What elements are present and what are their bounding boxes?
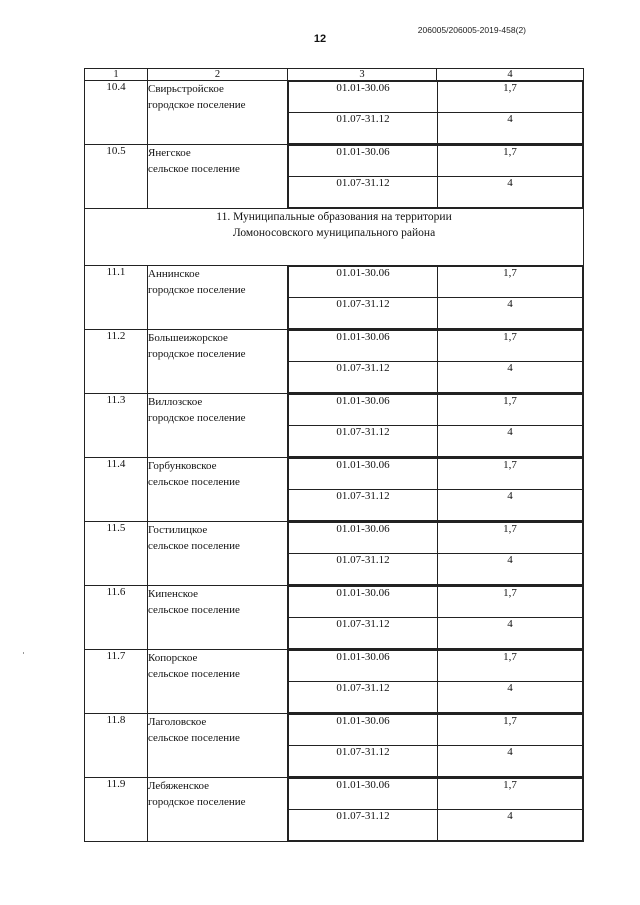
period-row-second-half <box>289 362 583 393</box>
period-second-half: 01.07-31.12 <box>289 113 438 144</box>
period-subtable <box>288 714 583 777</box>
value-second-half: 4 <box>438 298 583 329</box>
period-subtable <box>288 266 583 329</box>
municipality-name-line1: Лебяженское <box>148 780 210 792</box>
municipality-name-line1: Большеижорское <box>148 332 228 344</box>
period-row-second-half <box>289 490 583 521</box>
period-cell <box>288 394 584 458</box>
period-second-half: 01.07-31.12 <box>289 426 438 457</box>
row-number: 11.6 <box>85 586 148 650</box>
row-number: 11.4 <box>85 458 148 522</box>
municipality-name <box>148 394 288 458</box>
value-second-half: 4 <box>438 746 583 777</box>
period-first-half: 01.01-30.06 <box>289 715 438 746</box>
municipality-name <box>148 650 288 714</box>
period-row-first-half <box>289 395 583 426</box>
period-second-half: 01.07-31.12 <box>289 177 438 208</box>
value-second-half: 4 <box>438 554 583 585</box>
period-row-first-half <box>289 146 583 177</box>
row-number: 11.7 <box>85 650 148 714</box>
municipality-name-line2: городское поселение <box>148 99 246 111</box>
value-first-half: 1,7 <box>438 779 583 810</box>
period-row-first-half <box>289 267 583 298</box>
period-cell <box>288 650 584 714</box>
municipality-name-line1: Лаголовское <box>148 716 207 728</box>
value-first-half: 1,7 <box>438 523 583 554</box>
tariff-table <box>84 68 584 842</box>
row-number: 11.1 <box>85 266 148 330</box>
period-first-half: 01.01-30.06 <box>289 82 438 113</box>
table-row <box>85 266 584 330</box>
period-row-first-half <box>289 523 583 554</box>
period-second-half: 01.07-31.12 <box>289 746 438 777</box>
municipality-name <box>148 586 288 650</box>
municipality-name-line2: сельское поселение <box>148 604 240 616</box>
municipality-name-line2: городское поселение <box>148 412 246 424</box>
value-first-half: 1,7 <box>438 267 583 298</box>
value-second-half: 4 <box>438 490 583 521</box>
period-row-second-half <box>289 682 583 713</box>
value-first-half: 1,7 <box>438 651 583 682</box>
table-header-row <box>85 69 584 81</box>
value-first-half: 1,7 <box>438 82 583 113</box>
period-subtable <box>288 330 583 393</box>
period-cell <box>288 145 584 209</box>
section-heading <box>85 209 584 266</box>
document-id: 206005/206005-2019-458(2) <box>417 25 526 35</box>
period-row-first-half <box>289 651 583 682</box>
municipality-name <box>148 81 288 145</box>
municipality-name-line2: сельское поселение <box>148 476 240 488</box>
table-row <box>85 394 584 458</box>
table-row <box>85 778 584 842</box>
period-second-half: 01.07-31.12 <box>289 810 438 841</box>
row-number: 10.5 <box>85 145 148 209</box>
section-heading-line2: Ломоносовского муниципального района <box>232 227 436 239</box>
municipality-name-line1: Горбунковское <box>148 460 217 472</box>
period-subtable <box>288 145 583 208</box>
municipality-name-line1: Копорское <box>148 652 198 664</box>
period-cell <box>288 458 584 522</box>
table-row <box>85 81 584 145</box>
period-row-first-half <box>289 715 583 746</box>
period-subtable <box>288 586 583 649</box>
municipality-name <box>148 330 288 394</box>
period-row-second-half <box>289 113 583 144</box>
period-first-half: 01.01-30.06 <box>289 651 438 682</box>
value-first-half: 1,7 <box>438 715 583 746</box>
municipality-name <box>148 458 288 522</box>
period-first-half: 01.01-30.06 <box>289 459 438 490</box>
municipality-name-line2: городское поселение <box>148 284 246 296</box>
period-row-second-half <box>289 426 583 457</box>
header-col-2: 2 <box>148 69 288 81</box>
value-second-half: 4 <box>438 810 583 841</box>
municipality-name-line2: городское поселение <box>148 796 246 808</box>
period-second-half: 01.07-31.12 <box>289 298 438 329</box>
table-row <box>85 145 584 209</box>
period-cell <box>288 330 584 394</box>
municipality-name-line1: Янегское <box>148 147 191 159</box>
period-cell <box>288 778 584 842</box>
municipality-name-line1: Свирьстройское <box>148 83 224 95</box>
header-col-3: 3 <box>288 69 437 81</box>
period-row-first-half <box>289 779 583 810</box>
period-cell <box>288 586 584 650</box>
value-second-half: 4 <box>438 113 583 144</box>
period-row-first-half <box>289 587 583 618</box>
period-subtable <box>288 650 583 713</box>
row-number: 10.4 <box>85 81 148 145</box>
period-row-first-half <box>289 82 583 113</box>
municipality-name <box>148 522 288 586</box>
period-subtable <box>288 81 583 144</box>
municipality-name <box>148 714 288 778</box>
section-row <box>85 209 584 266</box>
period-subtable <box>288 458 583 521</box>
period-second-half: 01.07-31.12 <box>289 682 438 713</box>
period-row-second-half <box>289 746 583 777</box>
period-row-second-half <box>289 554 583 585</box>
page-number: 12 <box>313 33 327 45</box>
value-first-half: 1,7 <box>438 395 583 426</box>
table-row <box>85 458 584 522</box>
row-number: 11.9 <box>85 778 148 842</box>
period-first-half: 01.01-30.06 <box>289 523 438 554</box>
period-row-second-half <box>289 618 583 649</box>
period-first-half: 01.01-30.06 <box>289 395 438 426</box>
period-row-second-half <box>289 810 583 841</box>
municipality-name <box>148 266 288 330</box>
period-subtable <box>288 778 583 841</box>
value-second-half: 4 <box>438 682 583 713</box>
value-first-half: 1,7 <box>438 146 583 177</box>
header-col-1: 1 <box>85 69 148 81</box>
table-row <box>85 650 584 714</box>
table-row <box>85 330 584 394</box>
municipality-name-line1: Гостилицкое <box>148 524 208 536</box>
margin-mark <box>23 652 24 654</box>
table-row <box>85 522 584 586</box>
period-first-half: 01.01-30.06 <box>289 587 438 618</box>
value-second-half: 4 <box>438 426 583 457</box>
value-second-half: 4 <box>438 177 583 208</box>
municipality-name-line2: сельское поселение <box>148 668 240 680</box>
period-row-second-half <box>289 177 583 208</box>
row-number: 11.8 <box>85 714 148 778</box>
period-second-half: 01.07-31.12 <box>289 554 438 585</box>
period-second-half: 01.07-31.12 <box>289 362 438 393</box>
value-first-half: 1,7 <box>438 459 583 490</box>
section-heading-line1: 11. Муниципальные образования на территории <box>216 211 452 223</box>
period-cell <box>288 266 584 330</box>
period-second-half: 01.07-31.12 <box>289 618 438 649</box>
row-number: 11.3 <box>85 394 148 458</box>
municipality-name-line1: Аннинское <box>148 268 200 280</box>
value-second-half: 4 <box>438 618 583 649</box>
value-first-half: 1,7 <box>438 587 583 618</box>
period-first-half: 01.01-30.06 <box>289 146 438 177</box>
value-first-half: 1,7 <box>438 331 583 362</box>
municipality-name-line1: Виллозское <box>148 396 203 408</box>
header-col-4: 4 <box>437 69 584 81</box>
period-row-second-half <box>289 298 583 329</box>
period-row-first-half <box>289 331 583 362</box>
municipality-name <box>148 778 288 842</box>
period-cell <box>288 714 584 778</box>
municipality-name-line2: сельское поселение <box>148 540 240 552</box>
period-first-half: 01.01-30.06 <box>289 331 438 362</box>
row-number: 11.5 <box>85 522 148 586</box>
municipality-name <box>148 145 288 209</box>
municipality-name-line2: сельское поселение <box>148 163 240 175</box>
period-cell <box>288 81 584 145</box>
period-first-half: 01.01-30.06 <box>289 267 438 298</box>
municipality-name-line2: городское поселение <box>148 348 246 360</box>
municipality-name-line2: сельское поселение <box>148 732 240 744</box>
value-second-half: 4 <box>438 362 583 393</box>
table-row <box>85 714 584 778</box>
period-cell <box>288 522 584 586</box>
table-row <box>85 586 584 650</box>
period-subtable <box>288 394 583 457</box>
row-number: 11.2 <box>85 330 148 394</box>
period-subtable <box>288 522 583 585</box>
municipality-name-line1: Кипенское <box>148 588 199 600</box>
period-first-half: 01.01-30.06 <box>289 779 438 810</box>
period-second-half: 01.07-31.12 <box>289 490 438 521</box>
period-row-first-half <box>289 459 583 490</box>
